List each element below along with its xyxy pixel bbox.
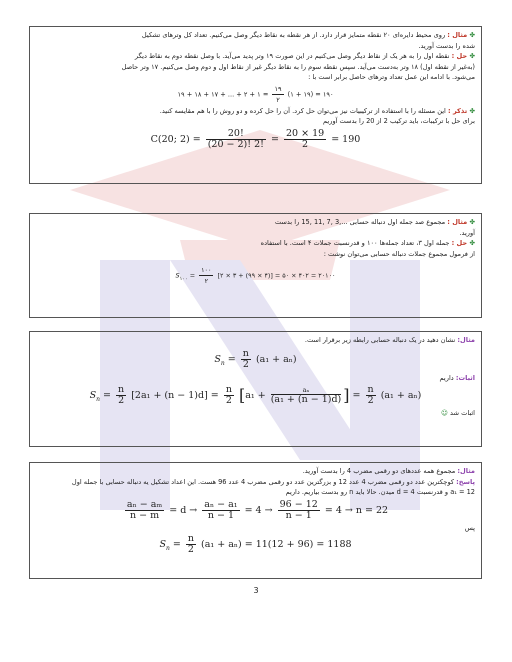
example-box-3 — [29, 331, 482, 447]
b2-formula: $S_{۱۰۰}$ = $\frac{۱۰۰}{۲}$ [۲ × ۳ + (۹۹ × ۴)] = ۵۰ × ۴۰۲ = ۲۰۱۰۰ — [175, 266, 336, 285]
b1-formula-sum: ۱۹ + ۱۸ + ۱۷ + ... + ۲ + ۱ = $\frac{۱۹}{۲}$ (۱ + ۱۹) = ۱۹۰ — [177, 84, 334, 104]
example-box-4 — [29, 462, 482, 579]
b3-formula-2: $S_n$ = $\frac{n}{2}$ [2a₁ + (n − 1)d] = $\frac{n}{2}$ [a₁ + $\frac{\text{aₙ}}{\text{(a₁ + (n − 1)d)}}$ ] = $\frac{n}{2}$ (a₁ + aₙ) — [89, 384, 422, 406]
example-box-2 — [29, 213, 482, 318]
b4-formula-2: $S_n$ = $\frac{n}{2}$ (a₁ + aₙ) = 11(12 + 96) = 1188 — [159, 533, 352, 555]
b2-line-3: ✤ حل : جمله اول ۳، تعداد جمله‌ها ۱۰۰ و قدرنسبت جملات ۴ است. با استفاده — [260, 239, 475, 247]
b4-line-1: مثال: مجموع همه عددهای دو رقمی مضرب 4 را بدست آورید. — [302, 467, 475, 475]
b1-formula-combination: C(20; 2) = $\frac{20!}{(20 - 2)! 2!}$ = $\frac{20 \times 19}{2}$ = 190 — [150, 127, 361, 150]
b3-line-1: مثال: نشان دهید در یک دنباله حسابی رابطه زیر برقرار است. — [304, 336, 475, 344]
b4-line-2: پاسخ: کوچکترین عدد دو رقمی مضرب 4 عدد 12 و بزرگترین عدد دو رقمی مضرب 4 عدد 96 هست. این اعداد تشکیل یه دنباله حسابی با جمله اول — [71, 477, 475, 486]
b2-line-2: آورید. — [459, 228, 475, 237]
b1-line-1: ✤ مثال : روی محیط دایره‌ای ۲۰ نقطه متمایز قرار دارد. از هر نقطه به نقاط دیگر وصل می‌کنیم. تعداد کل وترهای تشکیل — [141, 31, 475, 39]
b3-formula-1: $S_n$ = $\frac{n}{2}$ (a₁ + aₙ) — [214, 347, 297, 370]
b1-line-7: ✤ تذکر : این مسئله را با استفاده از ترکیبیات نیز می‌توان حل کرد. آن را حل کرده و دو روش را با هم مقایسه کنید. — [159, 106, 475, 115]
smile-icon: ☺ — [441, 409, 448, 417]
b3-proof-line: اثبات: داریم — [439, 373, 475, 382]
b3-done: اثبات شد ☺ — [441, 409, 475, 417]
page-number: 3 — [253, 586, 259, 595]
b2-line-4: از فرمول مجموع جملات دنباله حسابی می‌توان نوشت : — [323, 249, 475, 258]
b1-line-2: شده را بدست آورید. — [418, 41, 475, 50]
b2-line-1: ✤ مثال : مجموع صد جمله اول دنباله حسابی ...,3 ,7 ,11 ,15 را بدست — [274, 218, 475, 226]
b1-line-3: ✤ حل : نقطه اول را به هر یک از نقاط دیگر وصل می‌کنیم در این صورت ۱۹ وتر پدید می‌آید. با وصل نقطه دوم به نقاط دیگر — [134, 52, 475, 60]
b1-line-5: می‌شود. با ادامه این عمل تعداد وترهای حاصل برابر است با : — [308, 73, 475, 81]
example-box-1 — [29, 26, 482, 184]
b1-line-8: برای حل با ترکیبات، باید ترکیب 2 از 20 را بدست آوریم — [323, 117, 475, 125]
b4-so: پس — [464, 523, 475, 532]
b4-formula-1: $\frac{\text{aₙ − aₘ}}{n - m}$ = d → $\frac{\text{aₙ − a₁}}{n - 1}$ = 4 → $\frac{96 - 12}{n - 1}$ = 4 → n = 22 — [126, 498, 389, 521]
b1-line-4: (به‌غیر از نقطه اول) ۱۸ وتر به‌دست می‌آید. سپس نقطه سوم را به نقاط دیگر غیر از نقاط اول و دوم وصل می‌کنیم. ۱۷ وتر حاصل — [121, 62, 475, 71]
b4-line-3: a₁ = 12 و قدرنسبت d = 4 میدن. حالا باید n رو بدست بیاریم. داریم — [285, 488, 475, 496]
